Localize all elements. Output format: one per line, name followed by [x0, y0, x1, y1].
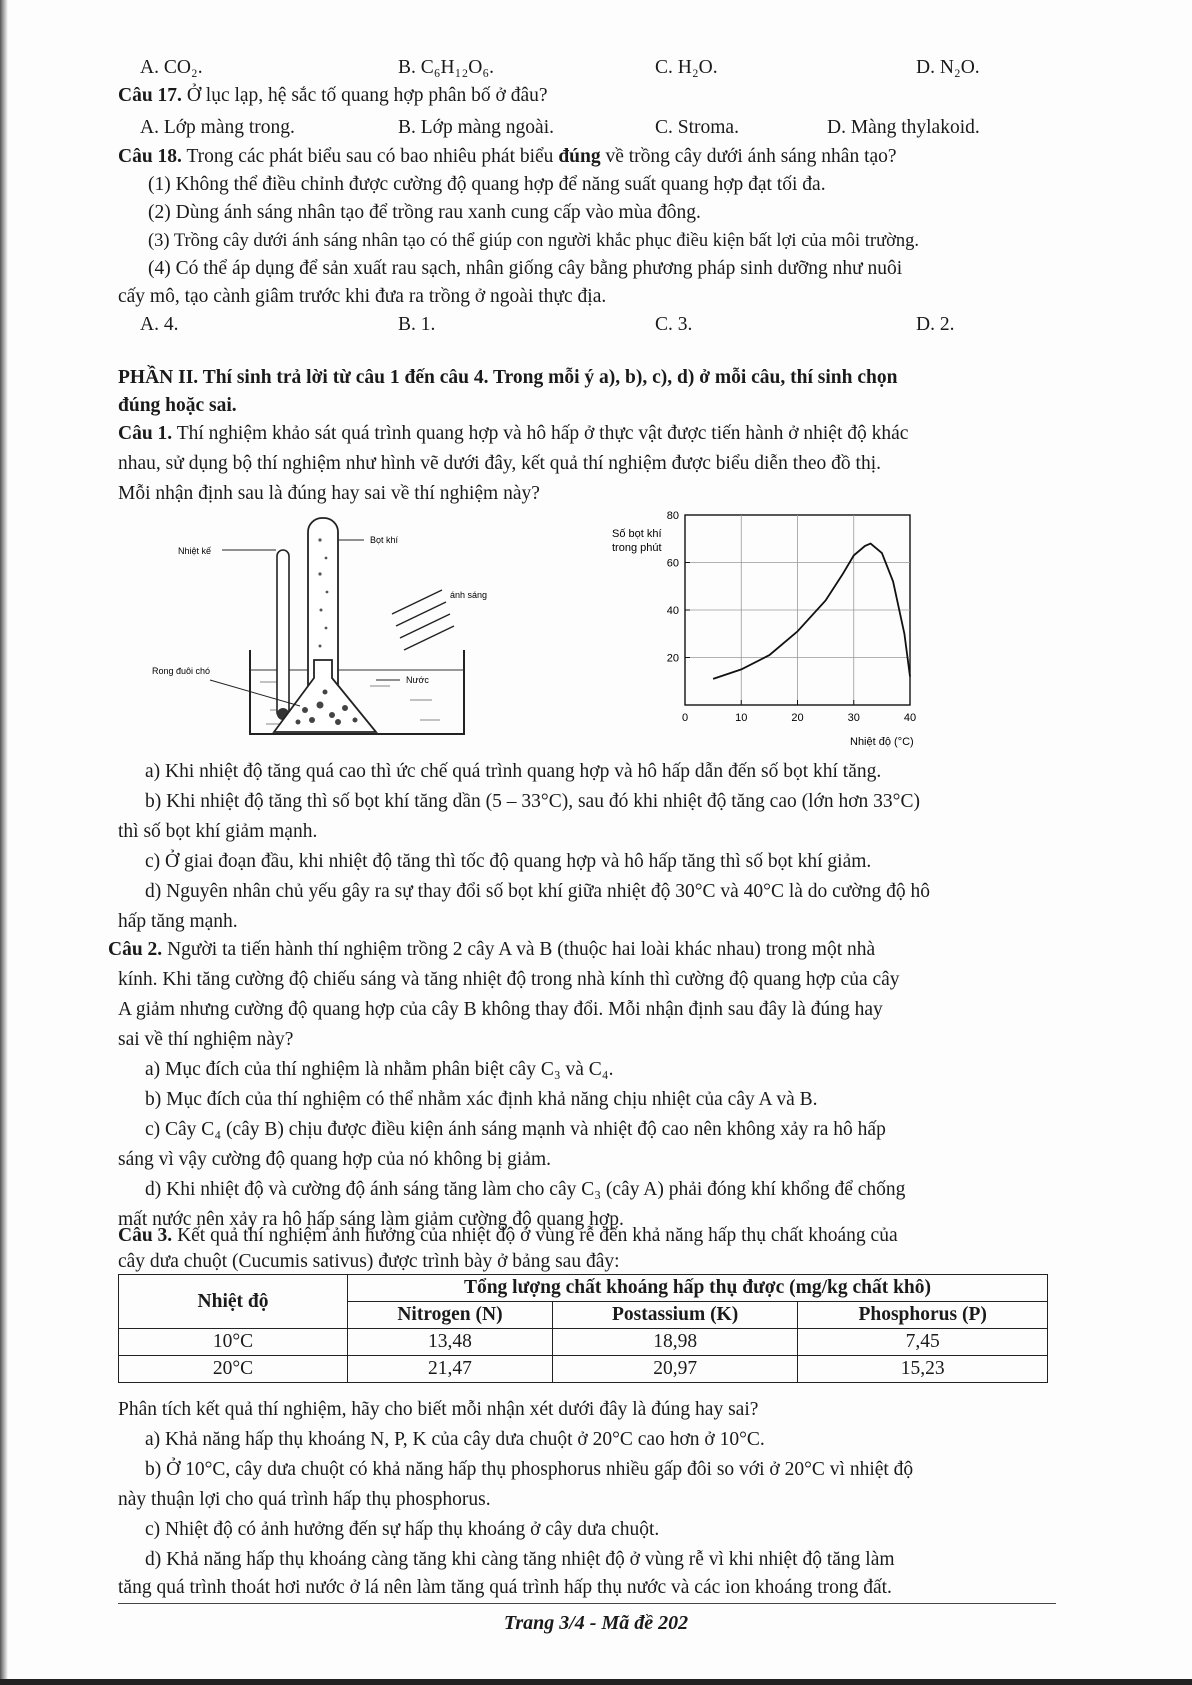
c1-label: Câu 1.: [118, 423, 173, 444]
mineral-absorption-table: [118, 1274, 1048, 1383]
q17-text: Ở lục lạp, hệ sắc tố quang hợp phân bố ở đâu?: [181, 85, 548, 106]
c1-text-1: Thí nghiệm khảo sát quá trình quang hợp và hô hấp ở thực vật được tiến hành ở nhiệt độ khác: [172, 423, 909, 444]
c2-stem-4: sai về thí nghiệm này?: [118, 1029, 294, 1050]
table-row: [119, 1356, 1048, 1383]
q16-option-d: D. N₂O.: [916, 57, 980, 78]
q18-label: Câu 18.: [118, 146, 182, 167]
c1-statement-d2: hấp tăng mạnh.: [118, 911, 238, 932]
c3-text-1: Kết quả thí nghiệm ảnh hưởng của nhiệt độ ở vùng rễ đến khả năng hấp thụ chất khoáng của: [172, 1225, 898, 1246]
q18-statement-2: (2) Dùng ánh sáng nhân tạo để trồng rau xanh cung cấp vào mùa đông.: [148, 202, 701, 223]
q17-option-c: C. Stroma.: [655, 117, 739, 138]
table-header-group: Tổng lượng chất khoáng hấp thụ được (mg/kg chất khô): [348, 1275, 1048, 1302]
chart-xlabel: Nhiệt độ (°C): [850, 736, 914, 748]
q18-statement-3: (3) Trồng cây dưới ánh sáng nhân tạo có thể giúp con người khắc phục điều kiện bất lợi của môi trường.: [148, 231, 920, 251]
c1-stem-2: nhau, sử dụng bộ thí nghiệm như hình vẽ dưới đây, kết quả thí nghiệm được biểu diễn theo đồ thị.: [118, 453, 881, 474]
experiment-apparatus-diagram: [152, 510, 550, 750]
c3-statement-b1: b) Ở 10°C, cây dưa chuột có khả năng hấp thụ phosphorus nhiều gấp đôi so với ở 20°C vì nhiệt độ: [145, 1459, 914, 1480]
table-header-potassium: Postassium (K): [552, 1302, 797, 1329]
c3-stem-2: cây dưa chuột (Cucumis sativus) được trình bày ở bảng sau đây:: [118, 1251, 620, 1272]
bubbles-vs-temperature-chart: [600, 505, 1000, 755]
footer-rule: [118, 1603, 1056, 1604]
scan-left-edge: [0, 0, 8, 1685]
part2-heading-line1: PHẦN II. Thí sinh trả lời từ câu 1 đến câu 4. Trong mỗi ý a), b), c), d) ở mỗi câu, thí sinh chọn: [118, 367, 898, 388]
c2-statement-c2: sáng vì vậy cường độ quang hợp của nó không bị giảm.: [118, 1149, 552, 1170]
chart-ytick-label: 60: [666, 557, 679, 570]
q18-statement-4b: cấy mô, tạo cành giâm trước khi đưa ra trồng ở ngoài thực địa.: [118, 286, 607, 307]
c2-statement-d2: mất nước nên xảy ra hô hấp sáng làm giảm cường độ quang hợp.: [118, 1209, 624, 1230]
chart-xtick-label: 40: [903, 712, 917, 724]
c3-statement-d1: d) Khả năng hấp thụ khoáng càng tăng khi càng tăng nhiệt độ ở vùng rễ vì khi nhiệt độ tăng làm: [145, 1549, 895, 1570]
q18-statement-4a: (4) Có thể áp dụng để sản xuất rau sạch, nhân giống cây bằng phương pháp sinh dưỡng như nuôi: [148, 258, 903, 279]
thermometer-label: Nhiệt kế: [178, 546, 212, 556]
c2-statement-d1: d) Khi nhiệt độ và cường độ ánh sáng tăng làm cho cây C₃ (cây A) phải đóng khí khổng để chống: [145, 1179, 906, 1200]
light-arrows: [392, 590, 454, 650]
chart-ytick-label: 80: [666, 510, 679, 522]
c3-statement-d2: tăng quá trình thoát hơi nước ở lá nên làm tăng quá trình hấp thụ nước và các ion khoáng trong đất.: [118, 1577, 892, 1598]
c3-label: Câu 3.: [118, 1225, 173, 1246]
chart-ytick-label: 40: [666, 605, 679, 617]
q16-option-c: C. H₂O.: [655, 57, 718, 78]
q17-label: Câu 17.: [118, 85, 182, 106]
table-cell-k: 20,97: [552, 1356, 797, 1383]
c2-label: Câu 2.: [108, 939, 163, 960]
light-label: ánh sáng: [450, 590, 488, 600]
c3-stem-1: [118, 1224, 898, 1248]
plant-label: Rong đuôi chó: [152, 666, 211, 676]
table-cell-k: 18,98: [552, 1329, 797, 1356]
table-cell-p: 15,23: [798, 1356, 1048, 1383]
table-cell-p: 7,45: [798, 1329, 1048, 1356]
c2-statement-b: b) Mục đích của thí nghiệm có thể nhằm xác định khả năng chịu nhiệt của cây A và B.: [145, 1089, 818, 1110]
q16-option-b: B. C₆H₁₂O₆.: [398, 57, 494, 78]
chart-ytick-label: 20: [666, 652, 679, 665]
part2-heading-line2: đúng hoặc sai.: [118, 395, 237, 416]
table-cell-temp: 20°C: [119, 1356, 348, 1383]
c1-statement-a: a) Khi nhiệt độ tăng quá cao thì ức chế quá trình quang hợp và hô hấp dẫn đến số bọt khí tăng.: [145, 761, 882, 782]
table-header-phosphorus: Phosphorus (P): [798, 1302, 1048, 1329]
q18-text-2: về trồng cây dưới ánh sáng nhân tạo?: [600, 146, 897, 167]
q16-option-a: A. CO₂.: [140, 57, 203, 78]
table-cell-n: 13,48: [348, 1329, 553, 1356]
bubbles-label: Bọt khí: [370, 535, 399, 545]
chart-ylabel-1: Số bọt khí: [612, 528, 662, 540]
c3-statement-b2: này thuận lợi cho quá trình hấp thụ phosphorus.: [118, 1489, 491, 1510]
c2-stem-1: [108, 938, 875, 962]
q17-option-b: B. Lớp màng ngoài.: [398, 117, 554, 138]
table-cell-temp: 10°C: [119, 1329, 348, 1356]
q18-option-a: A. 4.: [140, 314, 179, 335]
chart-ticks: [667, 510, 916, 724]
q17-option-a: A. Lớp màng trong.: [140, 117, 295, 138]
chart-xtick-label: 0: [681, 712, 689, 724]
c3-question: Phân tích kết quả thí nghiệm, hãy cho biết mỗi nhận xét dưới đây là đúng hay sai?: [118, 1399, 759, 1420]
c2-statement-a: a) Mục đích của thí nghiệm là nhằm phân biệt cây C₃ và C₄.: [145, 1059, 614, 1080]
table-row: [119, 1329, 1048, 1356]
page-footer: Trang 3/4 - Mã đề 202: [503, 1612, 689, 1634]
q18-statement-1: (1) Không thể điều chỉnh được cường độ quang hợp để năng suất quang hợp đạt tối đa.: [148, 174, 826, 195]
q17-option-d: D. Màng thylakoid.: [827, 117, 980, 138]
thermometer: [277, 550, 289, 718]
table-cell-n: 21,47: [348, 1356, 553, 1383]
c1-statement-b2: thì số bọt khí giảm mạnh.: [118, 821, 318, 842]
scan-bottom-edge: [0, 1679, 1192, 1685]
chart-xtick-label: 30: [847, 712, 860, 724]
c1-statement-c: c) Ở giai đoạn đầu, khi nhiệt độ tăng thì tốc độ quang hợp và hô hấp tăng thì số bọt khí giảm.: [145, 851, 872, 872]
c2-text-1: Người ta tiến hành thí nghiệm trồng 2 cây A và B (thuộc hai loài khác nhau) trong một nhà: [162, 939, 876, 960]
chart-xtick-label: 20: [791, 712, 804, 724]
c2-stem-3: A giảm nhưng cường độ quang hợp của cây B không thay đổi. Mỗi nhận định sau đây là đúng hay: [118, 999, 883, 1020]
water-label: Nước: [406, 675, 429, 685]
chart-series-line: [713, 544, 910, 679]
c1-stem-3: Mỗi nhận định sau là đúng hay sai về thí nghiệm này?: [118, 483, 540, 504]
c1-stem-1: [118, 422, 908, 446]
c3-statement-c: c) Nhiệt độ có ảnh hưởng đến sự hấp thụ khoáng ở cây dưa chuột.: [145, 1519, 660, 1540]
q18-stem: [118, 145, 897, 169]
q17-stem: [118, 84, 548, 108]
table-header-temperature: Nhiệt độ: [119, 1275, 348, 1329]
c1-statement-b1: b) Khi nhiệt độ tăng thì số bọt khí tăng dần (5 – 33°C), sau đó khi nhiệt độ tăng cao (lớn hơn 33°C): [145, 791, 920, 812]
c1-statement-d1: d) Nguyên nhân chủ yếu gây ra sự thay đổi số bọt khí giữa nhiệt độ 30°C và 40°C là do cường độ hô: [145, 881, 930, 902]
chart-xtick-label: 10: [735, 712, 748, 724]
q18-option-c: C. 3.: [655, 314, 693, 335]
c3-statement-a: a) Khả năng hấp thụ khoáng N, P, K của cây dưa chuột ở 20°C cao hơn ở 10°C.: [145, 1429, 765, 1450]
c2-statement-c1: c) Cây C₄ (cây B) chịu được điều kiện ánh sáng mạnh và nhiệt độ cao nên không xảy ra hô hấp: [145, 1119, 886, 1140]
q18-bold: đúng: [558, 146, 601, 167]
table-header-nitrogen: Nitrogen (N): [348, 1302, 553, 1329]
q18-option-b: B. 1.: [398, 314, 436, 335]
q18-text-1: Trong các phát biểu sau có bao nhiêu phát biểu: [181, 146, 559, 167]
c2-stem-2: kính. Khi tăng cường độ chiếu sáng và tăng nhiệt độ trong nhà kính thì cường độ quang hợp của cây: [118, 969, 900, 990]
q18-option-d: D. 2.: [916, 314, 955, 335]
chart-ylabel-2: trong phút: [612, 542, 662, 554]
